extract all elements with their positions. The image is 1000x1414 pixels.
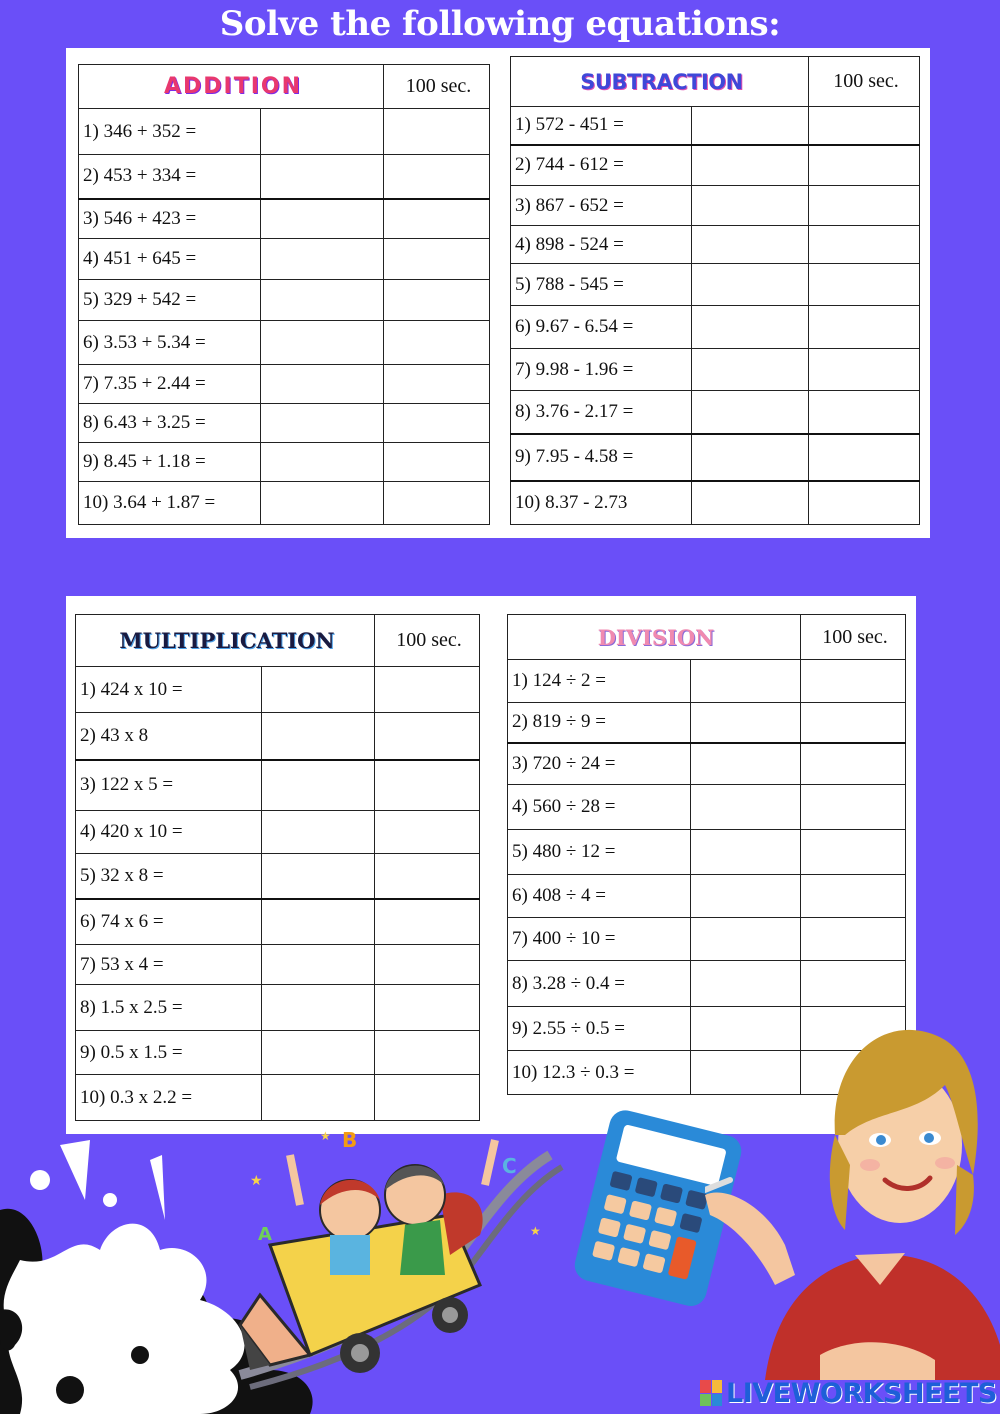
kids-rollercoaster-illustration [230, 1125, 570, 1395]
answer-box[interactable] [692, 226, 809, 264]
equation-cell: 3) 122 x 5 = [76, 760, 262, 811]
multiplication-table [75, 614, 480, 1121]
time-box[interactable] [809, 226, 920, 264]
time-box[interactable] [801, 918, 906, 961]
answer-box[interactable] [691, 961, 801, 1007]
equation-cell: 4) 451 + 645 = [79, 239, 261, 280]
equation-cell: 3) 867 - 652 = [511, 186, 692, 226]
time-box[interactable] [809, 186, 920, 226]
answer-box[interactable] [261, 239, 384, 280]
page-title: Solve the following equations: [219, 4, 781, 44]
equation-cell: 1) 346 + 352 = [79, 109, 261, 155]
time-box[interactable] [384, 239, 490, 280]
equation-cell: 7) 53 x 4 = [76, 945, 262, 985]
equation-cell: 7) 7.35 + 2.44 = [79, 365, 261, 404]
time-box[interactable] [384, 404, 490, 443]
equation-cell: 7) 9.98 - 1.96 = [511, 349, 692, 391]
time-box[interactable] [375, 760, 480, 811]
equation-cell: 4) 560 ÷ 28 = [508, 785, 691, 830]
equation-cell: 9) 7.95 - 4.58 = [511, 434, 692, 481]
answer-box[interactable] [692, 107, 809, 145]
answer-box[interactable] [692, 145, 809, 186]
time-box[interactable] [809, 434, 920, 481]
answer-box[interactable] [261, 404, 384, 443]
equation-cell: 10) 3.64 + 1.87 = [79, 482, 261, 525]
answer-box[interactable] [691, 918, 801, 961]
equation-cell: 4) 898 - 524 = [511, 226, 692, 264]
equation-cell: 2) 43 x 8 [76, 713, 262, 760]
time-box[interactable] [809, 264, 920, 306]
equation-cell: 6) 3.53 + 5.34 = [79, 321, 261, 365]
answer-box[interactable] [261, 321, 384, 365]
time-box[interactable] [801, 743, 906, 785]
answer-box[interactable] [692, 306, 809, 349]
time-box[interactable] [801, 961, 906, 1007]
liveworksheets-logo [700, 1378, 997, 1408]
time-box[interactable] [375, 899, 480, 945]
letter-c: C [502, 1154, 517, 1178]
addition-table [78, 64, 490, 525]
equation-cell: 3) 720 ÷ 24 = [508, 743, 691, 785]
time-box[interactable] [801, 830, 906, 875]
equation-cell: 8) 6.43 + 3.25 = [79, 404, 261, 443]
answer-box[interactable] [262, 667, 375, 713]
equation-cell: 5) 480 ÷ 12 = [508, 830, 691, 875]
time-box[interactable] [809, 349, 920, 391]
equation-cell: 2) 744 - 612 = [511, 145, 692, 186]
answer-box[interactable] [262, 713, 375, 760]
subtraction-time: 100 sec. [809, 57, 920, 107]
equation-cell: 7) 400 ÷ 10 = [508, 918, 691, 961]
answer-box[interactable] [262, 1075, 375, 1121]
answer-box[interactable] [262, 811, 375, 854]
answer-box[interactable] [261, 109, 384, 155]
equation-cell: 3) 546 + 423 = [79, 199, 261, 239]
equation-cell: 5) 329 + 542 = [79, 280, 261, 321]
equation-cell: 2) 819 ÷ 9 = [508, 703, 691, 743]
multiplication-header: MULTIPLICATION [119, 628, 335, 653]
time-box[interactable] [375, 1075, 480, 1121]
answer-box[interactable] [262, 854, 375, 899]
answer-box[interactable] [262, 1031, 375, 1075]
logo-text: LIVEWORKSHEETS [726, 1377, 997, 1409]
answer-box[interactable] [262, 985, 375, 1031]
time-box[interactable] [375, 985, 480, 1031]
answer-box[interactable] [692, 481, 809, 525]
time-box[interactable] [801, 875, 906, 918]
answer-box[interactable] [262, 899, 375, 945]
addition-header: ADDITION [163, 74, 303, 99]
equation-cell: 10) 8.37 - 2.73 [511, 481, 692, 525]
equation-cell: 6) 9.67 - 6.54 = [511, 306, 692, 349]
time-box[interactable] [809, 306, 920, 349]
answer-box[interactable] [261, 443, 384, 482]
time-box[interactable] [809, 391, 920, 434]
equation-cell: 1) 572 - 451 = [511, 107, 692, 145]
answer-box[interactable] [261, 155, 384, 199]
svg-text:★: ★ [320, 1129, 331, 1143]
equation-cell: 8) 1.5 x 2.5 = [76, 985, 262, 1031]
time-box[interactable] [375, 811, 480, 854]
equation-cell: 10) 12.3 ÷ 0.3 = [508, 1051, 691, 1095]
answer-box[interactable] [692, 434, 809, 481]
teacher-illustration [705, 1015, 1000, 1380]
time-box[interactable] [809, 107, 920, 145]
time-box[interactable] [801, 703, 906, 743]
subtraction-table [510, 56, 920, 525]
equation-cell: 5) 32 x 8 = [76, 854, 262, 899]
answer-box[interactable] [261, 199, 384, 239]
answer-box[interactable] [691, 743, 801, 785]
answer-box[interactable] [691, 703, 801, 743]
time-box[interactable] [375, 945, 480, 985]
answer-box[interactable] [261, 482, 384, 525]
letter-b: B [342, 1128, 358, 1152]
equation-cell: 1) 424 x 10 = [76, 667, 262, 713]
time-box[interactable] [375, 667, 480, 713]
answer-box[interactable] [692, 186, 809, 226]
time-box[interactable] [384, 109, 490, 155]
time-box[interactable] [384, 155, 490, 199]
division-header: DIVISION [597, 624, 715, 650]
time-box[interactable] [375, 1031, 480, 1075]
answer-box[interactable] [691, 875, 801, 918]
svg-text:★: ★ [250, 1173, 263, 1189]
answer-box[interactable] [692, 391, 809, 434]
equation-cell: 6) 74 x 6 = [76, 899, 262, 945]
time-box[interactable] [375, 854, 480, 899]
time-box[interactable] [384, 199, 490, 239]
answer-box[interactable] [261, 280, 384, 321]
equation-cell: 9) 2.55 ÷ 0.5 = [508, 1007, 691, 1051]
letter-a: A [258, 1224, 272, 1245]
answer-box[interactable] [691, 660, 801, 703]
time-box[interactable] [809, 145, 920, 186]
multiplication-time: 100 sec. [375, 615, 480, 667]
equation-cell: 1) 124 ÷ 2 = [508, 660, 691, 703]
equation-cell: 8) 3.76 - 2.17 = [511, 391, 692, 434]
subtraction-header: SUBTRACTION [580, 69, 743, 94]
time-box[interactable] [384, 280, 490, 321]
time-box[interactable] [809, 481, 920, 525]
time-box[interactable] [384, 482, 490, 525]
equation-cell: 10) 0.3 x 2.2 = [76, 1075, 262, 1121]
time-box[interactable] [384, 321, 490, 365]
equation-cell: 8) 3.28 ÷ 0.4 = [508, 961, 691, 1007]
equation-cell: 9) 0.5 x 1.5 = [76, 1031, 262, 1075]
time-box[interactable] [801, 785, 906, 830]
equation-cell: 5) 788 - 545 = [511, 264, 692, 306]
answer-box[interactable] [262, 760, 375, 811]
addition-time: 100 sec. [384, 65, 490, 109]
answer-box[interactable] [691, 830, 801, 875]
time-box[interactable] [375, 713, 480, 760]
time-box[interactable] [384, 443, 490, 482]
answer-box[interactable] [691, 785, 801, 830]
answer-box[interactable] [692, 349, 809, 391]
svg-text:★: ★ [530, 1224, 541, 1238]
equation-cell: 6) 408 ÷ 4 = [508, 875, 691, 918]
equation-cell: 2) 453 + 334 = [79, 155, 261, 199]
answer-box[interactable] [262, 945, 375, 985]
equation-cell: 9) 8.45 + 1.18 = [79, 443, 261, 482]
time-box[interactable] [384, 365, 490, 404]
answer-box[interactable] [692, 264, 809, 306]
logo-mark [700, 1380, 722, 1406]
division-time: 100 sec. [801, 615, 906, 660]
time-box[interactable] [801, 660, 906, 703]
equation-cell: 4) 420 x 10 = [76, 811, 262, 854]
answer-box[interactable] [261, 365, 384, 404]
